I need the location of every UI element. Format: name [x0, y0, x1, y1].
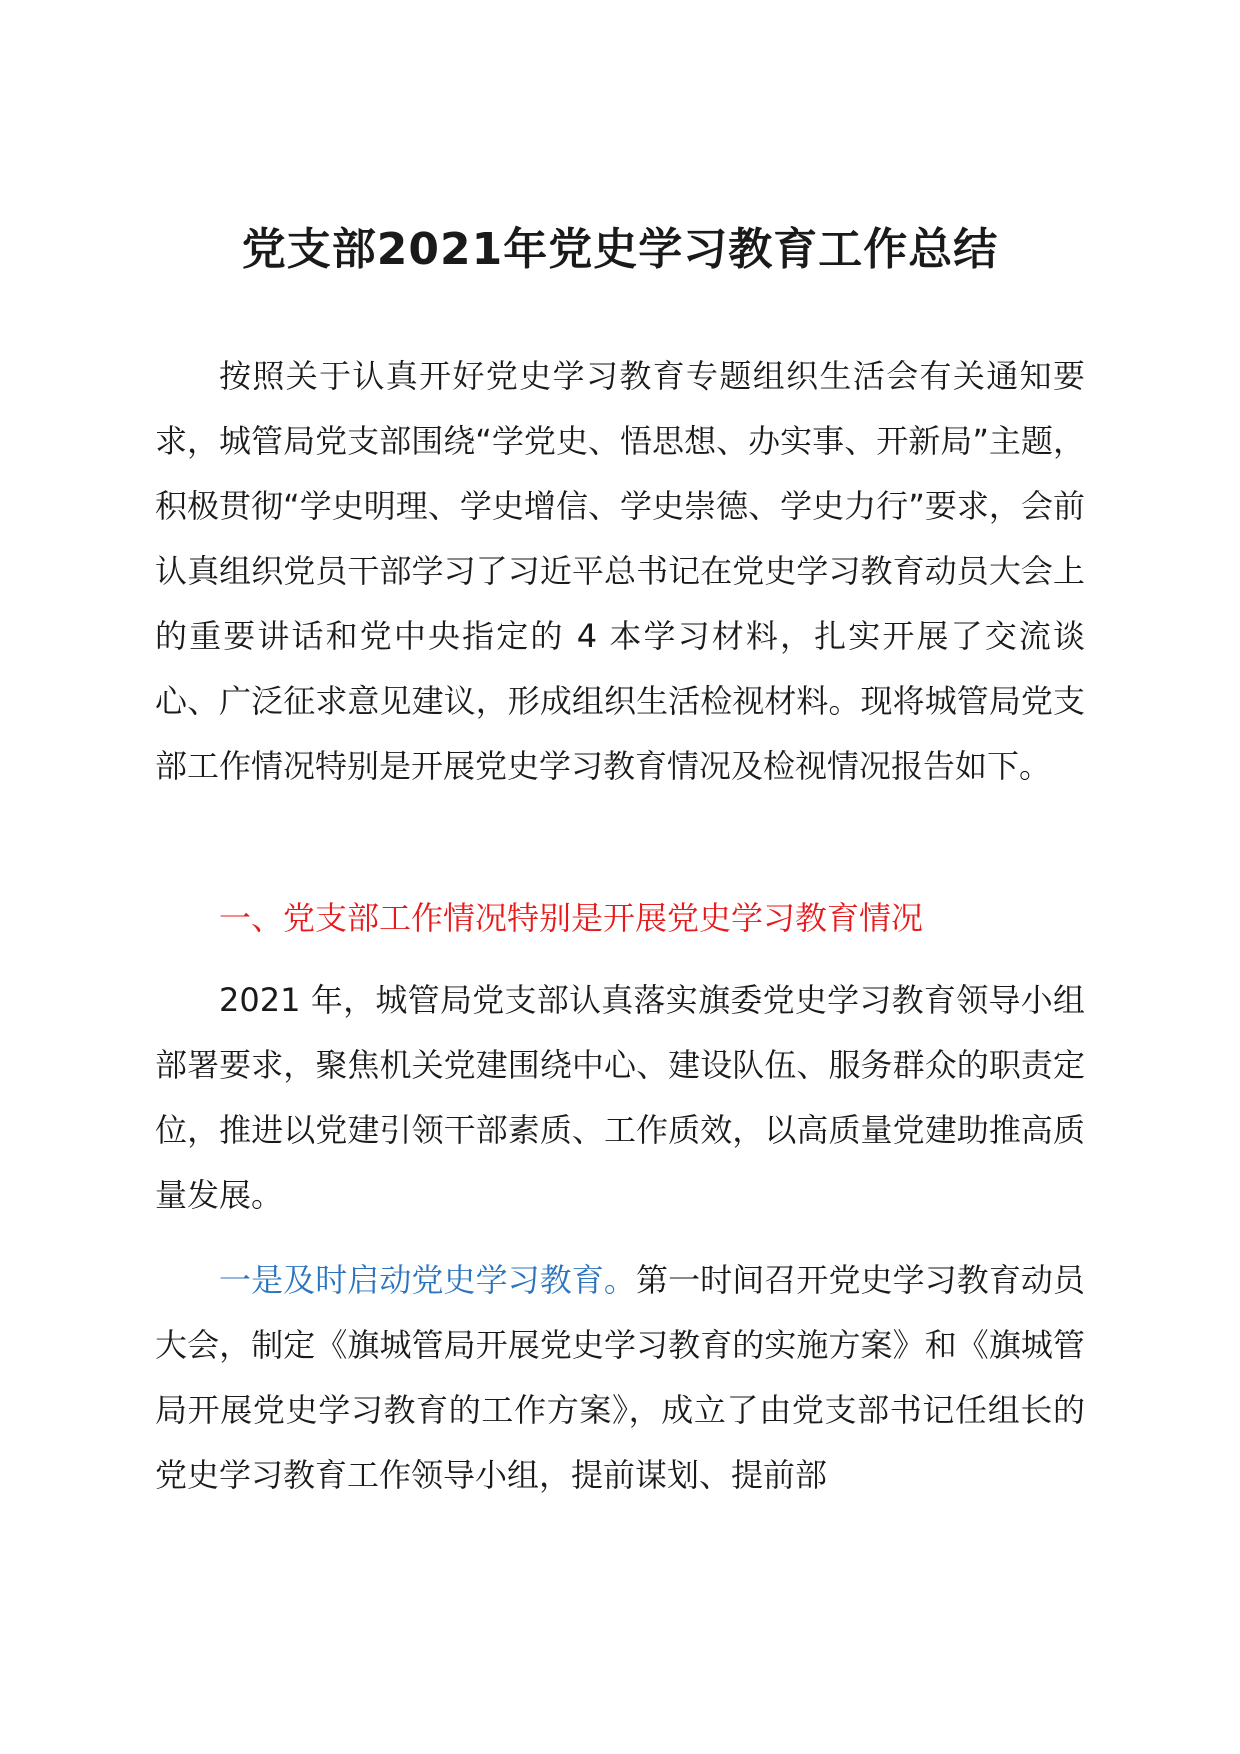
- intro-paragraph: 按照关于认真开好党史学习教育专题组织生活会有关通知要求，城管局党支部围绕“学党史、悟思想、办实事、开新局”主题，积极贯彻“学史明理、学史增信、学史崇德、学史力行”要求，会前认真组织党员干部学习了习近平总书记在党史学习教育动员大会上的重要讲话和党中央指定的 4 本学习材料，扎实开展了交流谈心、广泛征求意见建议，形成组织生活检视材料。现将城管局党支部工作情况特别是开展党史学习教育情况及检视情况报告如下。: [155, 357, 1085, 785]
- item-1-paragraph: [155, 1248, 1085, 1508]
- section-heading-1: 一、党支部工作情况特别是开展党史学习教育情况: [219, 899, 924, 937]
- item-1-lead: 一是及时启动党史学习教育。: [219, 1261, 636, 1299]
- document-title: 党支部2021年党史学习教育工作总结: [241, 224, 999, 275]
- item-1-text: 第一时间召开党史学习教育动员大会，制定《旗城管局开展党史学习教育的实施方案》和《旗城管局开展党史学习教育的工作方案》，成立了由党支部书记任组长的党史学习教育工作领导小组，提前谋划、提前部: [155, 1261, 1085, 1494]
- paragraph-2021: 2021 年，城管局党支部认真落实旗委党史学习教育领导小组部署要求，聚焦机关党建围绕中心、建设队伍、服务群众的职责定位，推进以党建引领干部素质、工作质效，以高质量党建助推高质量发展。: [155, 981, 1085, 1214]
